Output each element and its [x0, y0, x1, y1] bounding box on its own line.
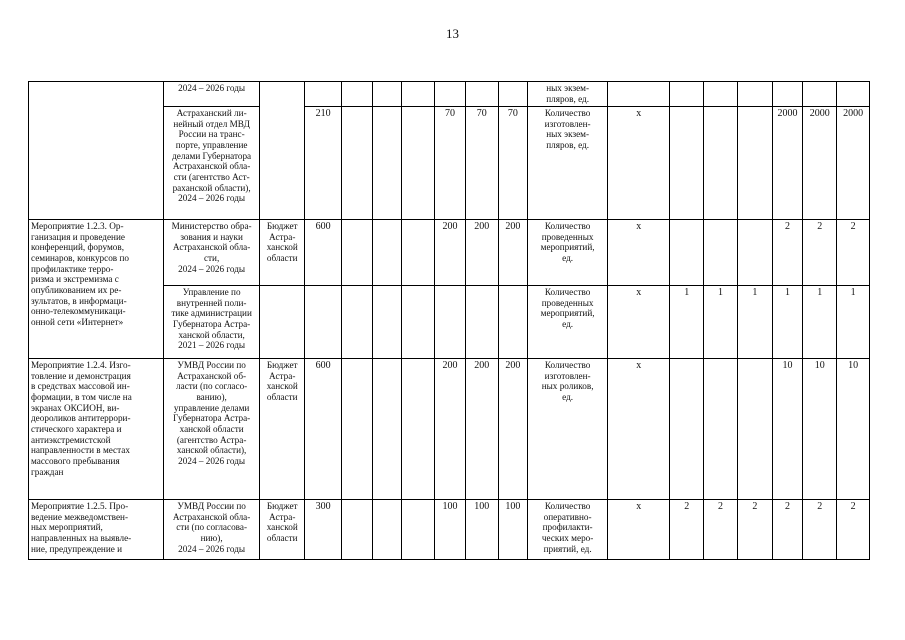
year-2021-cell — [342, 286, 373, 359]
year-2022-cell — [372, 359, 402, 500]
year-2023-cell — [402, 286, 435, 359]
year-2025-cell: 70 — [465, 107, 498, 220]
table-row — [29, 500, 870, 560]
executor-cell: Астраханский ли- нейный отдел МВД России на транс- порте, управление делами Губернатора Астраханской обла- сти (агентство Аст- раханской области), 2024 – 2026 годы — [164, 107, 260, 220]
target-2024-cell: 10 — [772, 359, 803, 500]
year-2023-cell — [402, 107, 435, 220]
base-value-cell — [608, 82, 670, 107]
indicator-cell: ных экзем- пляров, ед. — [528, 82, 608, 107]
year-2025-cell: 200 — [465, 359, 498, 500]
indicator-cell: Количество проведенных мероприятий, ед. — [528, 286, 608, 359]
target-2024-cell: 2000 — [772, 107, 803, 220]
executor-cell: Министерство обра- зования и науки Астраханской обла- сти, 2024 – 2026 годы — [164, 220, 260, 286]
event-cell: Мероприятие 1.2.4. Изго- товление и демонстрация в средствах массовой ин- формации, в том числе на экранах ОКСИОН, ви- деороликов антитеррори- стического характера и антиэкстремистской направленности в местах массового пребывания граждан — [29, 359, 164, 500]
source-cell: Бюджет Астра- ханской области — [260, 220, 305, 286]
year-2024-cell: 200 — [435, 220, 466, 286]
total-cell: 210 — [305, 107, 342, 220]
year-2022-cell — [372, 286, 402, 359]
year-2024-cell — [435, 82, 466, 107]
indicator-cell: Количество оперативно- профилакти- ческих меро- приятий, ед. — [528, 500, 608, 560]
target-2022-cell — [704, 220, 738, 286]
target-2022-cell: 2 — [704, 500, 738, 560]
target-2025-cell: 2000 — [803, 107, 837, 220]
year-2021-cell — [342, 82, 373, 107]
base-value-cell: х — [608, 220, 670, 286]
program-table — [28, 81, 870, 560]
year-2025-cell — [465, 286, 498, 359]
year-2025-cell: 200 — [465, 220, 498, 286]
year-2021-cell — [342, 220, 373, 286]
base-value-cell: х — [608, 500, 670, 560]
year-2024-cell: 70 — [435, 107, 466, 220]
target-2026-cell: 10 — [837, 359, 870, 500]
year-2022-cell — [372, 500, 402, 560]
year-2022-cell — [372, 107, 402, 220]
year-2022-cell — [372, 82, 402, 107]
base-value-cell: х — [608, 286, 670, 359]
executor-cell: 2024 – 2026 годы — [164, 82, 260, 107]
target-2026-cell: 1 — [837, 286, 870, 359]
table-row — [29, 220, 870, 286]
target-2022-cell — [704, 107, 738, 220]
target-2021-cell: 2 — [670, 500, 704, 560]
year-2023-cell — [402, 220, 435, 286]
target-2022-cell — [704, 359, 738, 500]
target-2023-cell — [737, 220, 772, 286]
target-2023-cell — [737, 359, 772, 500]
target-2022-cell — [704, 82, 738, 107]
target-2021-cell: 1 — [670, 286, 704, 359]
table-row — [29, 82, 870, 107]
indicator-cell: Количество изготовлен- ных роликов, ед. — [528, 359, 608, 500]
target-2026-cell: 2000 — [837, 107, 870, 220]
target-2023-cell — [737, 82, 772, 107]
total-cell: 600 — [305, 220, 342, 286]
target-2024-cell: 2 — [772, 220, 803, 286]
target-2026-cell — [837, 82, 870, 107]
source-cell: Бюджет Астра- ханской области — [260, 500, 305, 560]
total-cell: 600 — [305, 359, 342, 500]
target-2025-cell: 1 — [803, 286, 837, 359]
target-2025-cell: 2 — [803, 500, 837, 560]
indicator-cell: Количество проведенных мероприятий, ед. — [528, 220, 608, 286]
year-2024-cell: 200 — [435, 359, 466, 500]
year-2022-cell — [372, 220, 402, 286]
base-value-cell: х — [608, 359, 670, 500]
year-2024-cell — [435, 286, 466, 359]
target-2025-cell: 10 — [803, 359, 837, 500]
year-2026-cell — [498, 286, 528, 359]
year-2025-cell: 100 — [465, 500, 498, 560]
target-2023-cell: 2 — [737, 500, 772, 560]
target-2024-cell: 2 — [772, 500, 803, 560]
year-2021-cell — [342, 107, 373, 220]
target-2026-cell: 2 — [837, 220, 870, 286]
target-2022-cell: 1 — [704, 286, 738, 359]
year-2021-cell — [342, 359, 373, 500]
target-2024-cell: 1 — [772, 286, 803, 359]
year-2026-cell: 70 — [498, 107, 528, 220]
target-2023-cell: 1 — [737, 286, 772, 359]
executor-cell: УМВД России по Астраханской обла- сти (по согласова- нию), 2024 – 2026 годы — [164, 500, 260, 560]
target-2021-cell — [670, 82, 704, 107]
target-2021-cell — [670, 220, 704, 286]
year-2026-cell — [498, 82, 528, 107]
year-2025-cell — [465, 82, 498, 107]
target-2021-cell — [670, 107, 704, 220]
target-2024-cell — [772, 82, 803, 107]
target-2021-cell — [670, 359, 704, 500]
year-2023-cell — [402, 359, 435, 500]
target-2025-cell: 2 — [803, 220, 837, 286]
base-value-cell: х — [608, 107, 670, 220]
year-2026-cell: 100 — [498, 500, 528, 560]
year-2026-cell: 200 — [498, 220, 528, 286]
year-2023-cell — [402, 500, 435, 560]
target-2025-cell — [803, 82, 837, 107]
event-cell — [29, 82, 164, 220]
year-2024-cell: 100 — [435, 500, 466, 560]
table-row — [29, 359, 870, 500]
event-cell: Мероприятие 1.2.5. Про- ведение межведомствен- ных мероприятий, направленных на выявле- ние, предупреждение и — [29, 500, 164, 560]
year-2021-cell — [342, 500, 373, 560]
year-2026-cell: 200 — [498, 359, 528, 500]
source-cell — [260, 82, 305, 220]
page-number: 13 — [446, 26, 459, 41]
indicator-cell: Количество изготовлен- ных экзем- пляров, ед. — [528, 107, 608, 220]
source-cell: Бюджет Астра- ханской области — [260, 359, 305, 500]
source-cell — [260, 286, 305, 359]
target-2023-cell — [737, 107, 772, 220]
total-cell — [305, 82, 342, 107]
target-2026-cell: 2 — [837, 500, 870, 560]
total-cell: 300 — [305, 500, 342, 560]
executor-cell: УМВД России по Астраханской об- ласти (по согласо- ванию), управление делами Губернатора Астра- ханской области (агентство Астра- ханской области), 2024 – 2026 годы — [164, 359, 260, 500]
executor-cell: Управление по внутренней поли- тике администрации Губернатора Астра- ханской области, 2021 – 2026 годы — [164, 286, 260, 359]
year-2023-cell — [402, 82, 435, 107]
event-cell: Мероприятие 1.2.3. Ор- ганизация и проведение конференций, форумов, семинаров, конкурсов по профилактике терро- ризма и экстремизма с опубликованием их ре- зультатов, в информаци- онно-телекоммуникаци- онной сети «Интернет» — [29, 220, 164, 359]
total-cell — [305, 286, 342, 359]
